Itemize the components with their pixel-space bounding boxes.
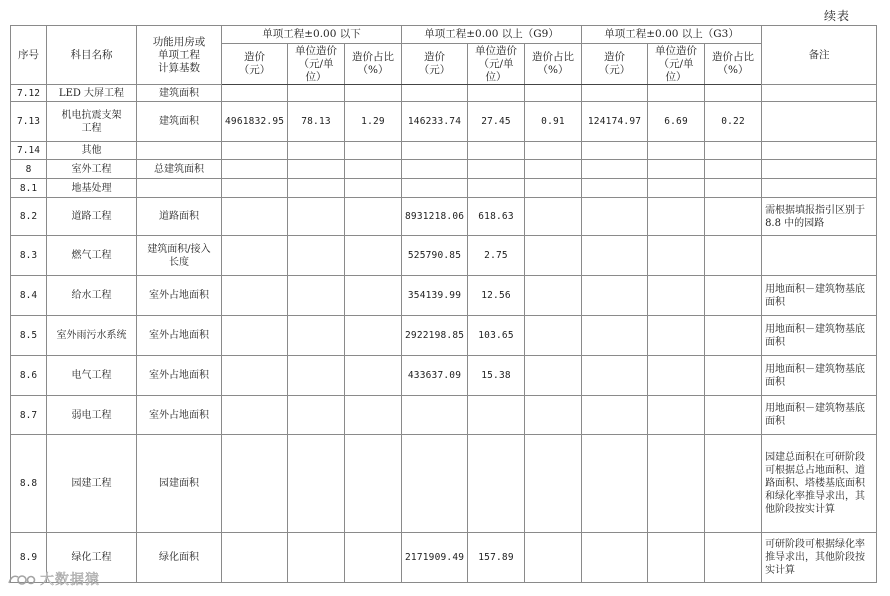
row-name: 电气工程: [47, 356, 137, 396]
table-row: [11, 179, 877, 198]
below-cost: [222, 85, 288, 102]
row-basis: 室外占地面积: [137, 396, 222, 435]
g9-ratio: [525, 142, 582, 160]
below-unit-cost: [288, 236, 345, 276]
below-ratio: [345, 142, 402, 160]
row-basis: 道路面积: [137, 198, 222, 236]
g9-cost: 2922198.85: [402, 316, 468, 356]
row-note: [762, 85, 877, 102]
row-basis: 室外占地面积: [137, 316, 222, 356]
g9-ratio: [525, 236, 582, 276]
g3-unit-cost: [648, 276, 705, 316]
row-note: 用地面积－建筑物基底面积: [762, 396, 877, 435]
g3-unit-cost: [648, 356, 705, 396]
table-row: [11, 160, 877, 179]
g9-cost: 433637.09: [402, 356, 468, 396]
header-remarks: 备注: [762, 26, 877, 85]
header-seq: 序号: [11, 26, 47, 85]
g9-unit-cost: [468, 142, 525, 160]
below-cost: [222, 160, 288, 179]
g3-cost: [582, 179, 648, 198]
row-note: 用地面积－建筑物基底面积: [762, 356, 877, 396]
row-basis: 绿化面积: [137, 533, 222, 583]
g9-cost: [402, 160, 468, 179]
row-basis: [137, 179, 222, 198]
row-no: 8.8: [11, 435, 47, 533]
row-note: [762, 179, 877, 198]
below-ratio: [345, 236, 402, 276]
below-ratio: 1.29: [345, 102, 402, 142]
row-no: 8.7: [11, 396, 47, 435]
below-cost: [222, 179, 288, 198]
row-name: 室外雨污水系统: [47, 316, 137, 356]
row-basis: 建筑面积: [137, 102, 222, 142]
header-unit-cost-text: 单位造价 （元/单位）: [475, 44, 517, 83]
table-row: [11, 102, 877, 142]
g9-unit-cost: 618.63: [468, 198, 525, 236]
g3-cost: [582, 85, 648, 102]
row-basis: 园建面积: [137, 435, 222, 533]
table-row: [11, 533, 877, 583]
below-ratio: [345, 396, 402, 435]
header-cost-text: 造价 （元）: [598, 51, 631, 76]
below-cost: [222, 236, 288, 276]
below-unit-cost: [288, 85, 345, 102]
row-no: 8.5: [11, 316, 47, 356]
g3-unit-cost: [648, 396, 705, 435]
header-ratio: [705, 44, 762, 85]
row-no: 7.12: [11, 85, 47, 102]
g9-unit-cost: [468, 179, 525, 198]
below-cost: [222, 142, 288, 160]
g3-cost: [582, 276, 648, 316]
below-cost: [222, 356, 288, 396]
table-row: [11, 396, 877, 435]
g3-cost: [582, 198, 648, 236]
g9-ratio: [525, 85, 582, 102]
g3-ratio: [705, 533, 762, 583]
table-row: [11, 276, 877, 316]
row-basis: 建筑面积/接入长度: [137, 236, 222, 276]
g3-unit-cost: [648, 435, 705, 533]
g3-cost: 124174.97: [582, 102, 648, 142]
row-no: 8.3: [11, 236, 47, 276]
g9-unit-cost: 157.89: [468, 533, 525, 583]
below-ratio: [345, 85, 402, 102]
table-row: [11, 236, 877, 276]
g9-cost: 8931218.06: [402, 198, 468, 236]
g3-ratio: [705, 435, 762, 533]
row-name: 园建工程: [47, 435, 137, 533]
below-unit-cost: [288, 276, 345, 316]
row-note: 需根据填报指引区别于 8.8 中的园路: [762, 198, 877, 236]
header-unit-cost-text: 单位造价 （元/单位）: [655, 44, 698, 83]
header-ratio-text: 造价占比 （%）: [352, 51, 394, 76]
header-group-above-g9: 单项工程±0.00 以上（G9）: [402, 26, 582, 44]
g3-cost: [582, 236, 648, 276]
g9-unit-cost: [468, 160, 525, 179]
row-no: 8.1: [11, 179, 47, 198]
below-ratio: [345, 533, 402, 583]
row-no: 8: [11, 160, 47, 179]
g9-unit-cost: 2.75: [468, 236, 525, 276]
cost-table: [10, 25, 877, 583]
row-name: 给水工程: [47, 276, 137, 316]
below-unit-cost: [288, 316, 345, 356]
g9-cost: [402, 142, 468, 160]
header-item-name: 科目名称: [47, 26, 137, 85]
row-basis: 总建筑面积: [137, 160, 222, 179]
g3-unit-cost: [648, 236, 705, 276]
row-basis: 室外占地面积: [137, 356, 222, 396]
row-name: 绿化工程: [47, 533, 137, 583]
below-unit-cost: [288, 435, 345, 533]
row-name: 其他: [47, 142, 137, 160]
below-ratio: [345, 316, 402, 356]
row-note: [762, 160, 877, 179]
g3-ratio: [705, 142, 762, 160]
g9-cost: [402, 435, 468, 533]
row-no: 8.6: [11, 356, 47, 396]
header-unit-cost: [288, 44, 345, 85]
row-name: 地基处理: [47, 179, 137, 198]
below-cost: [222, 533, 288, 583]
g3-unit-cost: [648, 316, 705, 356]
row-name: 燃气工程: [47, 236, 137, 276]
g9-unit-cost: 12.56: [468, 276, 525, 316]
header-cost: [222, 44, 288, 85]
below-cost: [222, 198, 288, 236]
g3-cost: [582, 142, 648, 160]
g3-unit-cost: [648, 198, 705, 236]
g9-unit-cost: [468, 396, 525, 435]
row-note: 用地面积－建筑物基底面积: [762, 276, 877, 316]
g9-cost: 525790.85: [402, 236, 468, 276]
g3-unit-cost: 6.69: [648, 102, 705, 142]
below-unit-cost: [288, 356, 345, 396]
g9-cost: 2171909.49: [402, 533, 468, 583]
g9-unit-cost: 15.38: [468, 356, 525, 396]
below-cost: [222, 276, 288, 316]
below-unit-cost: [288, 198, 345, 236]
table-row: [11, 356, 877, 396]
row-no: 7.13: [11, 102, 47, 142]
below-unit-cost: [288, 396, 345, 435]
below-cost: [222, 396, 288, 435]
table-row: [11, 85, 877, 102]
table-row: [11, 142, 877, 160]
watermark: [6, 569, 100, 589]
g3-cost: [582, 396, 648, 435]
header-group-above-g3: 单项工程±0.00 以上（G3）: [582, 26, 762, 44]
g3-unit-cost: [648, 160, 705, 179]
g3-unit-cost: [648, 179, 705, 198]
g9-ratio: [525, 316, 582, 356]
g3-ratio: [705, 85, 762, 102]
below-cost: [222, 316, 288, 356]
g3-ratio: [705, 396, 762, 435]
row-name: 室外工程: [47, 160, 137, 179]
below-unit-cost: 78.13: [288, 102, 345, 142]
below-ratio: [345, 435, 402, 533]
g9-cost: [402, 179, 468, 198]
g9-ratio: [525, 396, 582, 435]
header-group-below: 单项工程±0.00 以下: [222, 26, 402, 44]
g3-ratio: [705, 276, 762, 316]
header-ratio-text: 造价占比 （%）: [712, 51, 755, 76]
below-ratio: [345, 179, 402, 198]
below-cost: [222, 435, 288, 533]
below-ratio: [345, 160, 402, 179]
below-unit-cost: [288, 533, 345, 583]
g3-ratio: [705, 356, 762, 396]
below-unit-cost: [288, 160, 345, 179]
row-note: [762, 102, 877, 142]
g9-ratio: 0.91: [525, 102, 582, 142]
table-row: [11, 316, 877, 356]
g3-ratio: [705, 160, 762, 179]
below-ratio: [345, 356, 402, 396]
row-note: 用地面积－建筑物基底面积: [762, 316, 877, 356]
watermark-logo-icon: [6, 571, 36, 589]
watermark-text: 大数据猿: [40, 572, 100, 588]
g9-ratio: [525, 356, 582, 396]
header-basis: [137, 26, 222, 85]
row-name: 机电抗震支架工程: [47, 102, 137, 142]
row-no: 7.14: [11, 142, 47, 160]
row-name: 道路工程: [47, 198, 137, 236]
continued-label: 续表: [823, 9, 850, 23]
g3-cost: [582, 160, 648, 179]
row-name: 弱电工程: [47, 396, 137, 435]
g9-cost: 146233.74: [402, 102, 468, 142]
g9-ratio: [525, 179, 582, 198]
header-cost-text: 造价 （元）: [238, 51, 271, 76]
row-basis: 室外占地面积: [137, 276, 222, 316]
header-ratio: [345, 44, 402, 85]
g3-ratio: [705, 179, 762, 198]
g3-cost: [582, 435, 648, 533]
below-unit-cost: [288, 142, 345, 160]
g9-unit-cost: [468, 85, 525, 102]
row-no: 8.9: [11, 533, 47, 583]
row-note: [762, 142, 877, 160]
below-ratio: [345, 198, 402, 236]
header-unit-cost: [468, 44, 525, 85]
g9-ratio: [525, 435, 582, 533]
g3-ratio: 0.22: [705, 102, 762, 142]
g9-cost: 354139.99: [402, 276, 468, 316]
g3-ratio: [705, 198, 762, 236]
below-ratio: [345, 276, 402, 316]
g9-cost: [402, 85, 468, 102]
below-unit-cost: [288, 179, 345, 198]
row-note: 可研阶段可根据绿化率推导求出，其他阶段按实计算: [762, 533, 877, 583]
g3-cost: [582, 316, 648, 356]
header-unit-cost-text: 单位造价 （元/单位）: [295, 44, 337, 83]
g9-ratio: [525, 160, 582, 179]
row-note: [762, 236, 877, 276]
header-cost: [402, 44, 468, 85]
below-cost: 4961832.95: [222, 102, 288, 142]
header-ratio: [525, 44, 582, 85]
g3-unit-cost: [648, 533, 705, 583]
table-row: [11, 435, 877, 533]
g9-unit-cost: 103.65: [468, 316, 525, 356]
g9-ratio: [525, 533, 582, 583]
g3-cost: [582, 533, 648, 583]
row-no: 8.2: [11, 198, 47, 236]
g9-unit-cost: [468, 435, 525, 533]
row-basis: [137, 142, 222, 160]
row-name: LED 大屏工程: [47, 85, 137, 102]
g9-ratio: [525, 276, 582, 316]
g3-unit-cost: [648, 142, 705, 160]
g3-ratio: [705, 236, 762, 276]
header-cost: [582, 44, 648, 85]
g3-cost: [582, 356, 648, 396]
header-ratio-text: 造价占比 （%）: [532, 51, 575, 76]
g3-unit-cost: [648, 85, 705, 102]
g9-unit-cost: 27.45: [468, 102, 525, 142]
header-basis-text: 功能用房或 单项工程 计算基数: [152, 35, 206, 74]
g3-ratio: [705, 316, 762, 356]
row-no: 8.4: [11, 276, 47, 316]
g9-cost: [402, 396, 468, 435]
header-cost-text: 造价 （元）: [418, 51, 451, 76]
table-row: [11, 198, 877, 236]
header-unit-cost: [648, 44, 705, 85]
row-note: 园建总面积在可研阶段可根据总占地面积、道路面积、塔楼基底面积和绿化率推导求出，其他阶段按实计算: [762, 435, 877, 533]
g9-ratio: [525, 198, 582, 236]
row-basis: 建筑面积: [137, 85, 222, 102]
